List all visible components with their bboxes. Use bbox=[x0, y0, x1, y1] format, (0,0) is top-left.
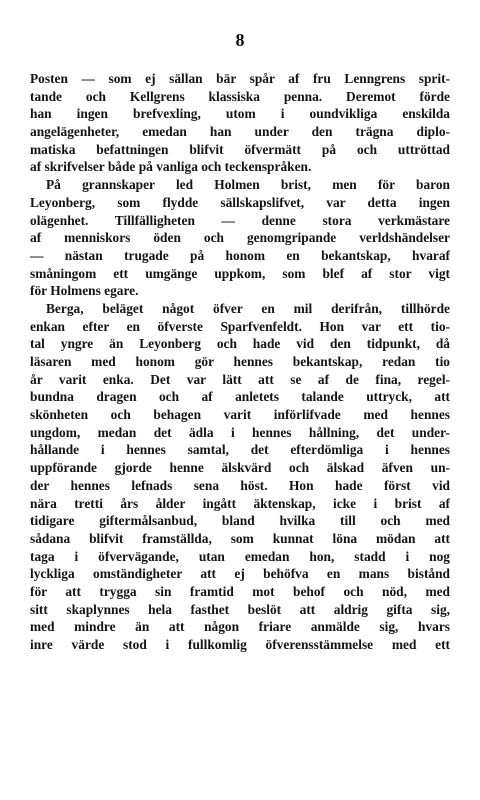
text-line: matiska befattningen blifvit öfvermätt på och uttröttad bbox=[30, 141, 450, 157]
text-line: tande och Kellgrens klassiska penna. Deremot förde bbox=[30, 88, 450, 104]
body-text bbox=[30, 70, 450, 654]
text-line: af skrifvelser både på vanliga och teckenspråken. bbox=[30, 159, 312, 175]
text-line: olägenhet. Tillfälligheten — denne stora verkmästare bbox=[30, 212, 450, 228]
text-line: hållande i hennes samtal, det efterdömliga i hennes bbox=[30, 442, 450, 458]
text-line: På grannskaper led Holmen brist, men för baron bbox=[46, 177, 450, 193]
text-line: bundna dragen och af anletets talande uttryck, att bbox=[30, 389, 450, 405]
text-line: Berga, beläget något öfver en mil derifrån, tillhörde bbox=[46, 300, 450, 316]
text-line: angelägenheter, emedan han under den trägna diplo- bbox=[30, 124, 450, 140]
text-line: småningom ett umgänge uppkom, som blef af stor vigt bbox=[30, 265, 450, 281]
text-line: inre värde stod i fullkomlig öfverensstämmelse med ett bbox=[30, 637, 450, 652]
text-line: läsaren med honom gör hennes bekantskap, redan tio bbox=[30, 354, 450, 369]
text-line: ungdom, medan det ädla i hennes hållning, det under- bbox=[30, 424, 450, 440]
page-number: 8 bbox=[235, 30, 245, 50]
text-line: tal yngre än Leyonberg och hade vid den tidpunkt, då bbox=[30, 336, 450, 352]
text-line: för Holmens egare. bbox=[30, 283, 139, 299]
text-line: sitt skaplynnes hela fasthet beslöt att aldrig gifta sig, bbox=[30, 601, 450, 617]
text-line: år varit enka. Det var lätt att se af de fina, regel- bbox=[30, 371, 450, 387]
text-line: taga i öfvervägande, utan emedan hon, stadd i nog bbox=[30, 548, 450, 564]
text-line: han ingen brefvexling, utom i oundvikliga enskilda bbox=[30, 106, 450, 122]
text-line: tidigare giftermålsanbud, bland hvilka till och med bbox=[30, 513, 450, 529]
text-line: af menniskors öden och genomgripande verldshändelser bbox=[30, 230, 450, 246]
text-line: för att trygga sin framtid mot behof och nöd, med bbox=[30, 583, 450, 599]
text-line: med mindre än att någon friare anmälde sig, hvars bbox=[30, 619, 450, 635]
text-line: Leyonberg, som flydde sällskapslifvet, var detta ingen bbox=[30, 194, 450, 210]
text-line: — nästan trugade på honom en bekantskap, hvaraf bbox=[30, 247, 450, 263]
text-line: enkan efter en öfverste Sparfvenfeldt. Hon var ett tio- bbox=[30, 318, 450, 334]
text-line: nära tretti års ålder ingått äktenskap, icke i brist af bbox=[30, 495, 450, 511]
text-line: der hennes lefnads sena höst. Hon hade först vid bbox=[30, 477, 450, 493]
text-line: Posten — som ej sällan bär spår af fru Lenngrens sprit- bbox=[30, 71, 450, 86]
text-line: skönheten och behagen varit införlifvade med hennes bbox=[30, 407, 450, 423]
text-line: sådana blifvit framställda, som kunnat löna mödan att bbox=[30, 530, 450, 546]
text-line: uppförande gjorde henne älskvärd och älskad äfven un- bbox=[30, 460, 450, 476]
text-line: lyckliga omständigheter att ej behöfva en mans bistånd bbox=[30, 566, 450, 582]
